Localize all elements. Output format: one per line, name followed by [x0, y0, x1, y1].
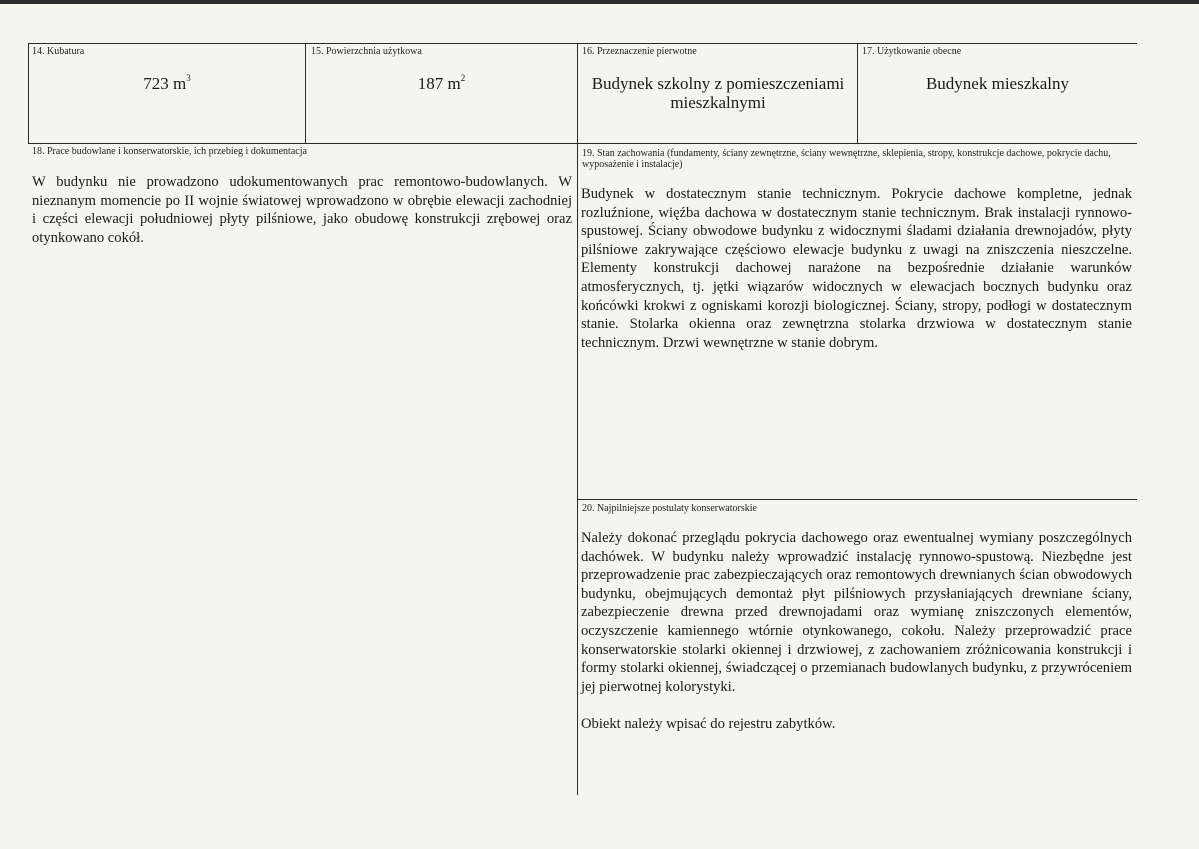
- przeznaczenie-label: 16. Przeznaczenie pierwotne: [582, 46, 697, 57]
- kubatura-value: [29, 74, 305, 93]
- prace-text: W budynku nie prowadzono udokumentowanych prac remontowo-budowlanych. W nieznanym momencie po II wojnie światowej wprowadzono w obrębie elewacji zachodniej i części elewacji południowej płyty pilśniowe, jako obudowę konstrukcji zrębowej oraz otynkowano cokół.: [32, 174, 572, 246]
- top-border-line: [28, 43, 1137, 44]
- kubatura-label: 14. Kubatura: [32, 46, 85, 57]
- powierzchnia-unit-exponent: 2: [460, 73, 466, 84]
- col1-divider-line: [305, 43, 306, 144]
- uzytkowanie-value: Budynek mieszkalny: [925, 74, 1070, 93]
- page-top-edge: [0, 0, 1199, 4]
- przeznaczenie-value: Budynek szkolny z pomieszczeniami mieszkalnymi: [591, 74, 845, 112]
- postulaty-text-2: Obiekt należy wpisać do rejestru zabytków.: [581, 716, 836, 732]
- kubatura-number: 723 m: [143, 74, 187, 93]
- prace-label: 18. Prace budowlane i konserwatorskie, ich przebieg i dokumentacja: [32, 146, 307, 157]
- kubatura-unit-exponent: 3: [186, 73, 191, 84]
- uzytkowanie-label: 17. Użytkowanie obecne: [862, 46, 962, 57]
- col2-divider-line: [577, 43, 578, 795]
- left-border-line: [28, 43, 29, 144]
- postulaty-label: 20. Najpilniejsze postulaty konserwatorskie: [582, 503, 757, 514]
- powierzchnia-label: 15. Powierzchnia użytkowa: [311, 46, 422, 57]
- powierzchnia-value: [306, 74, 577, 93]
- powierzchnia-number: 187 m: [417, 74, 461, 93]
- stan-text: Budynek w dostatecznym stanie technicznym. Pokrycie dachowe kompletne, jednak rozluźnione, więźba dachowa w dostatecznym stanie technicznym. Brak instalacji rynnowo-spustowej. Ściany obwodowe budynku z widocznymi śladami działania drewnojadów, płyty pilśniowe zakrywające częściowo elewacje budynku z uwagi na zniszczenia nieszczelne. Elementy konstrukcji dachowej narażone na bezpośrednie działanie warunków atmosferycznych, tj. jętki wiązarów widocznych w elewacjach bocznych budynku oraz końcówki krokwi z ogniskami korozji biologicznej. Ściany, stropy, podłogi w dostatecznym stanie. Stolarka okienna oraz zewnętrzna stolarka drzwiowa w dostatecznym stanie technicznym. Drzwi wewnętrzne w stanie dobrym.: [581, 186, 1132, 351]
- stan-label: 19. Stan zachowania (fundamenty, ściany zewnętrzne, ściany wewnętrzne, sklepienia, stropy, konstrukcje dachowe, pokrycie dachu, wyposażenie i instalacje): [582, 148, 1111, 170]
- row1-bottom-line: [28, 143, 1137, 144]
- postulaty-text: Należy dokonać przeglądu pokrycia dachowego oraz ewentualnej wymiany poszczególnych dachówek. W budynku należy wprowadzić instalację rynnowo-spustową. Niezbędne jest przeprowadzenie prac zabezpieczających oraz remontowych drewnianych ścian obwodowych budynku, obejmujących demontaż płyt pilśniowych przysłaniających drewniane ściany, zabezpieczenie drewna przed drewnojadami oraz wymianę zniszczonych elementów, oczyszczenie kamiennego wtórnie otynkowanego, cokołu. Należy przeprowadzić prace konserwatorskie stolarki okiennej i drzwiowej, z zachowaniem zróżnicowania konstrukcji i formy stolarki okiennej, świadczącej o przemianach budowlanych budynku, z przywróceniem jej pierwotnej kolorystyki.: [581, 530, 1132, 695]
- col3-divider-line: [857, 43, 858, 144]
- postulaty-top-line: [577, 499, 1137, 500]
